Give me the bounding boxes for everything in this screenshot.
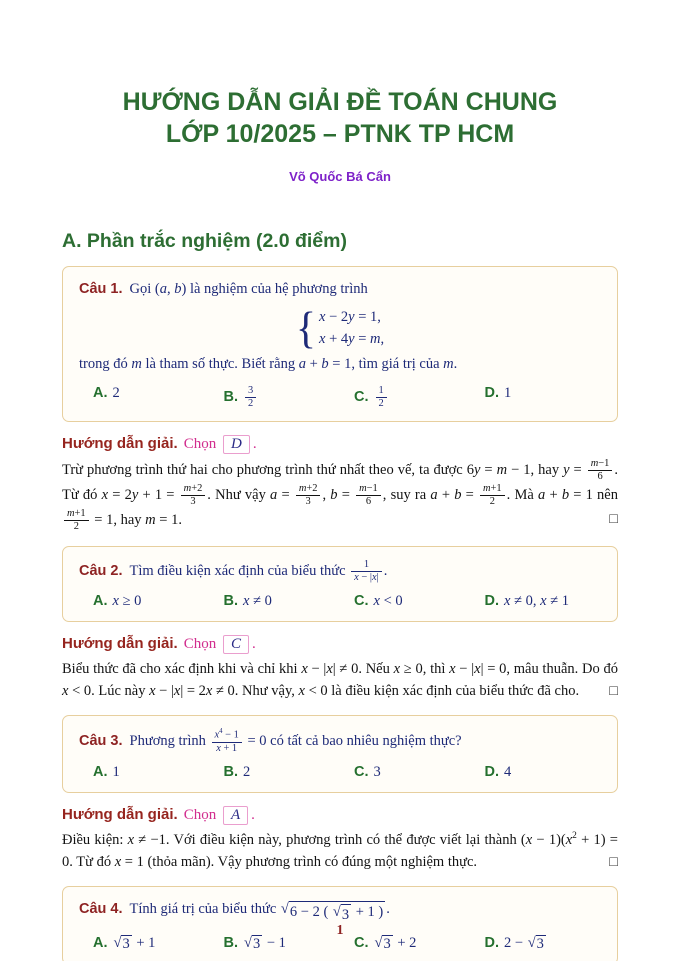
solution-3-heading [62,806,618,825]
option-b-value: x ≠ 0 [243,593,272,609]
solution-1-answer-choice: Chọn D . [183,436,257,452]
question-2-stem: Tìm điều kiện xác định của biểu thức $\frac{1}{x - |x|}$ . [129,559,388,583]
question-1-continuation: trong đó m là tham số thực. Biết rằng a + b = 1, tìm giá trị của m. [79,356,458,373]
option-d [471,764,602,781]
option-c-label: C. [354,935,369,952]
page-number: 1 [336,923,344,938]
option-b-label: B. [223,763,238,780]
question-3-stem: Phương trình $\frac{x^4 - 1}{x + 1}$ = 0 có tất cả bao nhiêu nghiệm thực? [129,728,462,754]
option-d-value: 2 − √ 3 [504,935,544,953]
question-box-3 [62,715,618,792]
question-2-stem-line [79,559,601,584]
option-b-value: $\frac{3}{2}$ [243,389,258,405]
question-box-1 [62,266,618,422]
option-d-label: D. [484,385,499,401]
document-title [62,86,618,150]
option-b [210,385,341,410]
option-a-label: A. [93,385,108,401]
option-a [79,385,210,410]
author-name: Võ Quốc Bá Cẩn [289,169,391,184]
option-b-label: B. [223,935,238,952]
title-line-1: HƯỚNG DẪN GIẢI ĐỀ TOÁN CHUNG [122,88,558,116]
option-d [471,385,602,410]
solution-2-answer-choice: Chọn C . [183,636,256,652]
solution-2-label: Hướng dẫn giải. [62,635,178,652]
option-b [210,593,341,610]
question-3-stem-line [79,728,601,754]
system-equation-2: x + 4y = m, [319,330,385,347]
option-a [79,593,210,610]
system-equations [319,307,384,351]
option-c-label: C. [354,763,369,780]
question-2-label: Câu 2. [79,562,123,579]
option-c [340,593,471,610]
question-1-stem-line [79,279,601,301]
option-a-value: 1 [112,763,120,780]
section-heading: A. Phần trắc nghiệm (2.0 điểm) [62,230,347,252]
option-d-label: D. [484,593,499,609]
option-a-value: 2 [112,385,120,401]
option-b-value: √ 3 − 1 [244,935,286,953]
option-b [210,764,341,781]
option-a-value: √ 3 + 1 [113,935,156,953]
option-d-label: D. [484,763,499,780]
solution-2-heading [62,635,618,654]
option-a [79,764,210,781]
question-3-options [79,764,601,781]
option-c-value: 3 [373,763,381,780]
question-1-options [79,385,601,410]
option-b-value: 2 [243,763,251,780]
solution-3-label: Hướng dẫn giải. [62,805,178,823]
option-a-value: x ≥ 0 [112,593,142,609]
title-line-2: LỚP 10/2025 – PTNK TP HCM [165,120,515,148]
question-1-stem: Gọi (a, b) là nghiệm của hệ phương trình [129,281,368,297]
solution-2-body: Biểu thức đã cho xác định khi và chỉ khi x − |x| ≠ 0. Nếu x ≥ 0, thì x − |x| = 0, mâu thuẫn. Do đó x < 0. Lúc này x − |x| = 2x ≠ 0. Như vậy, x < 0 là điều kiện xác định của biểu thức đã cho. □ [62,661,618,700]
option-b-label: B. [223,593,238,609]
solution-3-body: Điều kiện: x ≠ −1. Với điều kiện này, phương trình có thể được viết lại thành $(x - 1)(x^2 + 1) = 0$. Từ đó x = 1 (thỏa mãn). Vậy phương trình có đúng một nghiệm thực. □ [62,830,618,870]
solution-1-heading [62,435,618,454]
option-a-label: A. [93,935,108,952]
solution-1-body: Trừ phương trình thứ hai cho phương trình thứ nhất theo vế, ta được 6y = m − 1, hay y = $\frac{m-1}{6}$ . Từ đó x = 2y + 1 = $\frac{m+2}{3}$ . Như vậy a = $\frac{m+2}{3}$ , b = $\frac{m-1}{6}$ , suy ra a + b = $\frac{m+1}{2}$ . Mà a + b = 1 nên $\frac{m+1}{2}$ = 1, hay m = 1. □ [62,458,618,532]
question-1-label: Câu 1. [79,281,123,297]
option-a-label: A. [93,763,108,780]
option-d-value: 4 [504,763,512,780]
option-a-label: A. [93,593,108,609]
equation-system [79,304,601,353]
option-c-label: C. [354,388,369,405]
option-c-value: x < 0 [373,593,403,609]
option-c-label: C. [354,593,369,609]
option-d [471,593,602,610]
option-c-value: √ 3 + 2 [374,935,417,953]
question-2-options [79,593,601,610]
system-equation-1: x − 2y = 1, [319,308,381,325]
solution-1-label: Hướng dẫn giải. [62,435,178,452]
option-c-value: $\frac{1}{2}$ [374,389,389,405]
option-d-value: x ≠ 0, x ≠ 1 [504,593,570,609]
question-box-2 [62,546,618,622]
option-c [340,385,471,410]
option-c [340,764,471,781]
question-3-label: Câu 3. [79,732,123,749]
option-d-value: 1 [504,385,512,401]
option-b-label: B. [223,388,238,405]
option-d-label: D. [484,935,499,952]
question-4-label: Câu 4. [79,900,123,917]
question-4-stem: Tính giá trị của biểu thức √ 6 − 2 ( √ 3 + 1 ) . [130,901,390,917]
system-brace: { [295,304,317,353]
solution-3-answer-choice: Chọn A . [183,806,255,823]
